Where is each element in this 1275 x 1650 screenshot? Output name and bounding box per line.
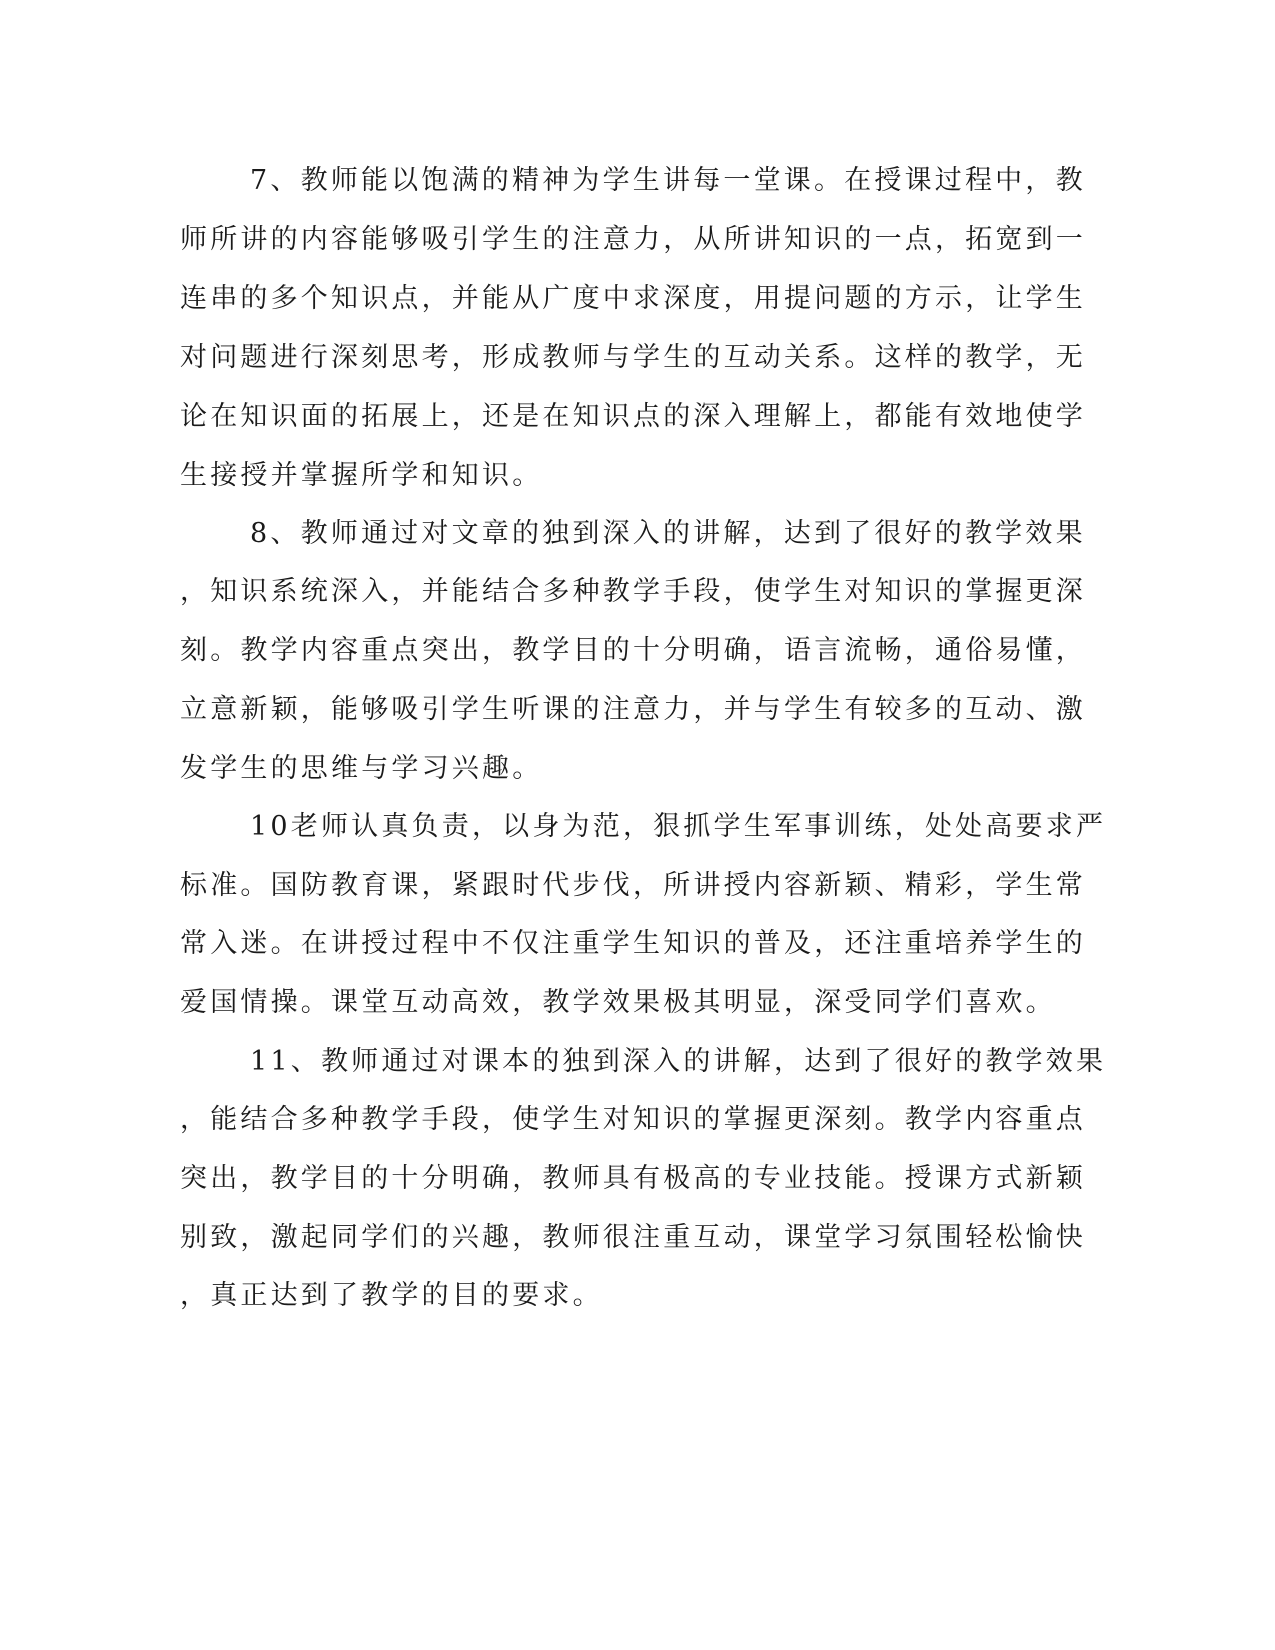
paragraph-1-line-6: 生接授并掌握所学和知识。 — [180, 460, 543, 491]
paragraph-3-line-4: 爱国情操。课堂互动高效，教学效果极其明显，深受同学们喜欢。 — [180, 987, 1056, 1018]
paragraph-4-line-2: ，能结合多种教学手段，使学生对知识的掌握更深刻。教学内容重点 — [180, 1104, 1086, 1135]
paragraph-4-line-1: 11、教师通过对课本的独到深入的讲解，达到了很好的教学效果 — [250, 1046, 1107, 1077]
paragraph-1-line-4: 对问题进行深刻思考，形成教师与学生的互动关系。这样的教学，无 — [180, 342, 1086, 373]
paragraph-2-line-2: ，知识系统深入，并能结合多种教学手段，使学生对知识的掌握更深 — [180, 576, 1086, 607]
paragraph-1-line-2: 师所讲的内容能够吸引学生的注意力，从所讲知识的一点，拓宽到一 — [180, 224, 1086, 255]
paragraph-2-line-3: 刻。教学内容重点突出，教学目的十分明确，语言流畅，通俗易懂， — [180, 635, 1086, 666]
paragraph-1-line-5: 论在知识面的拓展上，还是在知识点的深入理解上，都能有效地使学 — [180, 401, 1086, 432]
paragraph-3-line-3: 常入迷。在讲授过程中不仅注重学生知识的普及，还注重培养学生的 — [180, 928, 1086, 959]
paragraph-2-line-4: 立意新颖，能够吸引学生听课的注意力，并与学生有较多的互动、激 — [180, 694, 1086, 725]
paragraph-4-line-3: 突出，教学目的十分明确，教师具有极高的专业技能。授课方式新颖 — [180, 1163, 1086, 1194]
paragraph-1-line-1: 7、教师能以饱满的精神为学生讲每一堂课。在授课过程中，教 — [250, 165, 1086, 196]
paragraph-2-line-5: 发学生的思维与学习兴趣。 — [180, 753, 543, 784]
paragraph-3-line-1: 10老师认真负责，以身为范，狠抓学生军事训练，处处高要求严 — [250, 811, 1107, 842]
paragraph-4-line-4: 别致，激起同学们的兴趣，教师很注重互动，课堂学习氛围轻松愉快 — [180, 1222, 1086, 1253]
paragraph-1-line-3: 连串的多个知识点，并能从广度中求深度，用提问题的方示，让学生 — [180, 283, 1086, 314]
paragraph-4-line-5: ，真正达到了教学的目的要求。 — [180, 1280, 603, 1311]
paragraph-2-line-1: 8、教师通过对文章的独到深入的讲解，达到了很好的教学效果 — [250, 518, 1086, 549]
paragraph-3-line-2: 标准。国防教育课，紧跟时代步伐，所讲授内容新颖、精彩，学生常 — [180, 870, 1086, 901]
